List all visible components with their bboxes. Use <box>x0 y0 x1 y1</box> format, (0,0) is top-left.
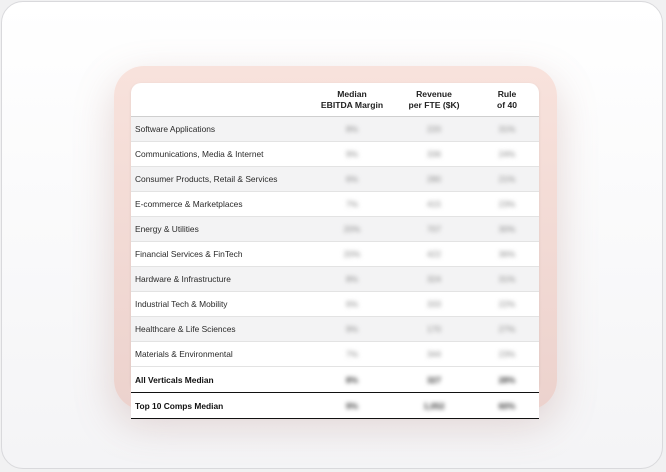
vertical-name: E-commerce & Marketplaces <box>131 192 311 217</box>
table-row <box>131 167 539 192</box>
revenue-value: 344 <box>393 342 475 367</box>
summary-row-top-10 <box>131 393 539 419</box>
ebitda-value: 6% <box>311 292 393 317</box>
ebitda-value: 9% <box>311 142 393 167</box>
rule40-value: 36% <box>475 242 539 267</box>
rule40-value: 30% <box>475 217 539 242</box>
revenue-value: 422 <box>393 242 475 267</box>
benchmark-table <box>131 83 539 419</box>
revenue-value: 1,052 <box>393 393 475 419</box>
table-row <box>131 117 539 142</box>
ebitda-value: 9% <box>311 317 393 342</box>
ebitda-value: 9% <box>311 393 393 419</box>
table-row <box>131 217 539 242</box>
vertical-name: Energy & Utilities <box>131 217 311 242</box>
rule40-value: 31% <box>475 267 539 292</box>
rule40-value: 21% <box>475 167 539 192</box>
table-row <box>131 267 539 292</box>
ebitda-value: 8% <box>311 267 393 292</box>
vertical-name: Software Applications <box>131 117 311 142</box>
table-row <box>131 317 539 342</box>
revenue-value: 707 <box>393 217 475 242</box>
outer-card <box>1 1 663 469</box>
header-vertical <box>131 83 311 117</box>
revenue-value: 333 <box>393 292 475 317</box>
rule40-value: 31% <box>475 117 539 142</box>
header-ebitda-margin: Median EBITDA Margin <box>311 83 393 117</box>
vertical-name: Financial Services & FinTech <box>131 242 311 267</box>
revenue-value: 170 <box>393 317 475 342</box>
ebitda-value: 8% <box>311 367 393 393</box>
rule40-value: 27% <box>475 317 539 342</box>
revenue-value: 280 <box>393 167 475 192</box>
rule40-value: 23% <box>475 342 539 367</box>
revenue-value: 336 <box>393 142 475 167</box>
rule40-value: 24% <box>475 142 539 167</box>
rule40-value: 28% <box>475 367 539 393</box>
summary-name: Top 10 Comps Median <box>131 393 311 419</box>
ebitda-value: 8% <box>311 117 393 142</box>
ebitda-value: 20% <box>311 242 393 267</box>
revenue-value: 415 <box>393 192 475 217</box>
vertical-name: Hardware & Infrastructure <box>131 267 311 292</box>
rule40-value: 60% <box>475 393 539 419</box>
ebitda-value: 7% <box>311 342 393 367</box>
header-rule-of-40: Rule of 40 <box>475 83 539 117</box>
summary-row-all-verticals <box>131 367 539 393</box>
table-row <box>131 192 539 217</box>
rule40-value: 22% <box>475 292 539 317</box>
revenue-value: 220 <box>393 117 475 142</box>
table-row <box>131 292 539 317</box>
ebitda-value: 7% <box>311 192 393 217</box>
table-row <box>131 242 539 267</box>
revenue-value: 327 <box>393 367 475 393</box>
rule40-value: 23% <box>475 192 539 217</box>
vertical-name: Healthcare & Life Sciences <box>131 317 311 342</box>
vertical-name: Industrial Tech & Mobility <box>131 292 311 317</box>
revenue-value: 324 <box>393 267 475 292</box>
ebitda-value: 20% <box>311 217 393 242</box>
vertical-name: Materials & Environmental <box>131 342 311 367</box>
benchmark-table-card <box>131 83 539 411</box>
summary-name: All Verticals Median <box>131 367 311 393</box>
vertical-name: Communications, Media & Internet <box>131 142 311 167</box>
table-row <box>131 342 539 367</box>
header-revenue-per-fte: Revenue per FTE ($K) <box>393 83 475 117</box>
vertical-name: Consumer Products, Retail & Services <box>131 167 311 192</box>
header-row <box>131 83 539 117</box>
table-row <box>131 142 539 167</box>
ebitda-value: 6% <box>311 167 393 192</box>
